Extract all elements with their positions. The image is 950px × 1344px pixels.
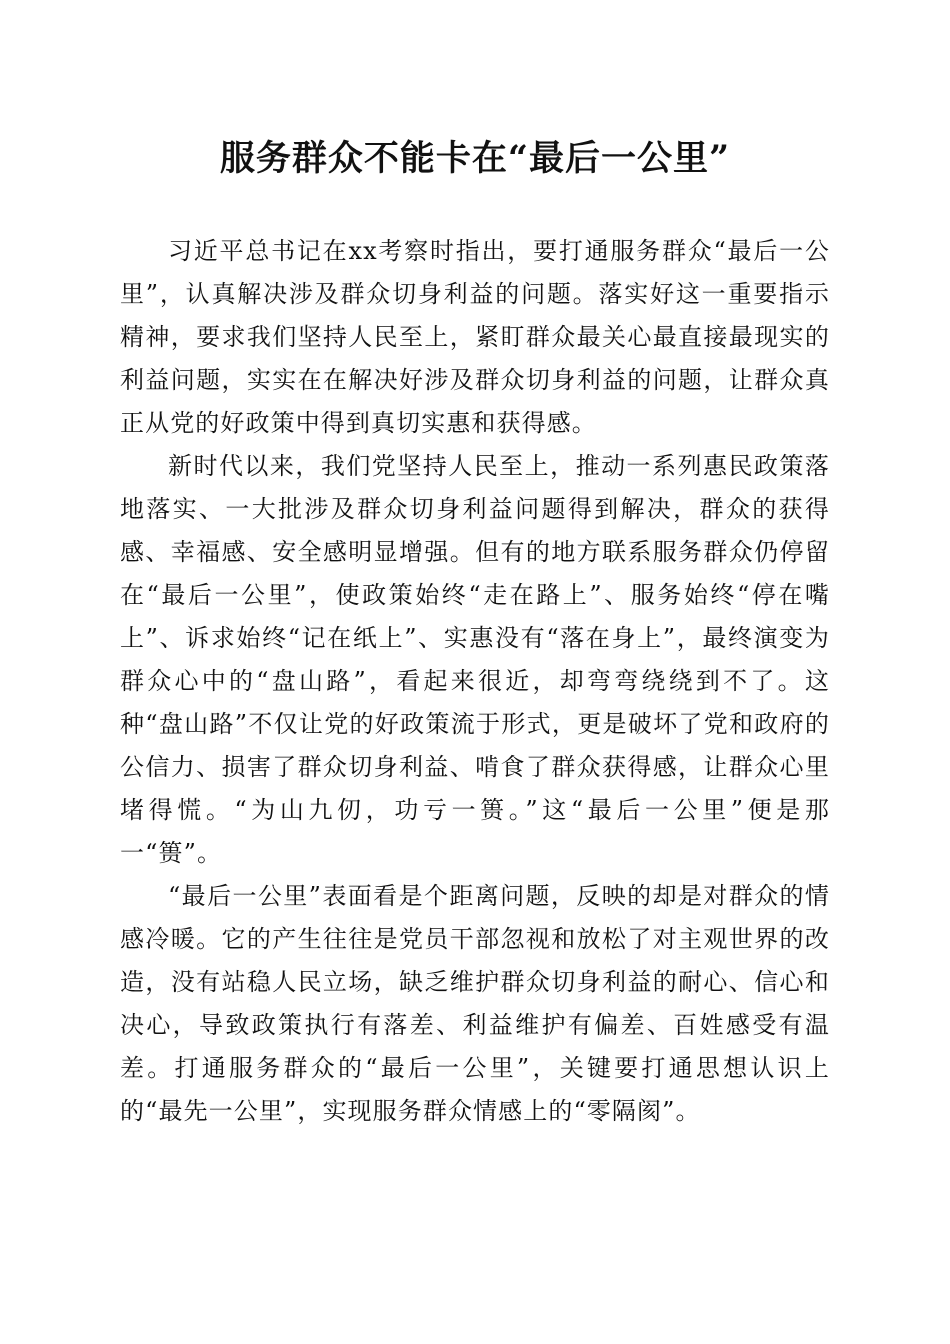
paragraph-2: 新时代以来，我们党坚持人民至上，推动一系列惠民政策落地落实、一大批涉及群众切身利益问题得到解决，群众的获得感、幸福感、安全感明显增强。但有的地方联系服务群众仍停留在“最后一公里”，使政策始终“走在路上”、服务始终“停在嘴上”、诉求始终“记在纸上”、实惠没有“落在身上”，最终演变为群众心中的“盘山路”，看起来很近，却弯弯绕绕到不了。这种“盘山路”不仅让党的好政策流于形式，更是破坏了党和政府的公信力、损害了群众切身利益、啃食了群众获得感，让群众心里堵得慌。“为山九仞，功亏一篑。”这“最后一公里”便是那一“篑”。 <box>120 452 830 867</box>
paragraph-3: “最后一公里”表面看是个距离问题，反映的却是对群众的情感冷暖。它的产生往往是党员干部忽视和放松了对主观世界的改造，没有站稳人民立场，缺乏维护群众切身利益的耐心、信心和决心，导致政策执行有落差、利益维护有偏差、百姓感受有温差。打通服务群众的“最后一公里”，关键要打通思想认识上的“最先一公里”，实现服务群众情感上的“零隔阂”。 <box>120 882 830 1125</box>
article-body <box>120 230 830 1133</box>
paragraph-1: 习近平总书记在xx考察时指出，要打通服务群众“最后一公里”，认真解决涉及群众切身利益的问题。落实好这一重要指示精神，要求我们坚持人民至上，紧盯群众最关心最直接最现实的利益问题，实实在在解决好涉及群众切身利益的问题，让群众真正从党的好政策中得到真切实惠和获得感。 <box>120 237 830 437</box>
page-title: 服务群众不能卡在“最后一公里” <box>219 138 731 179</box>
